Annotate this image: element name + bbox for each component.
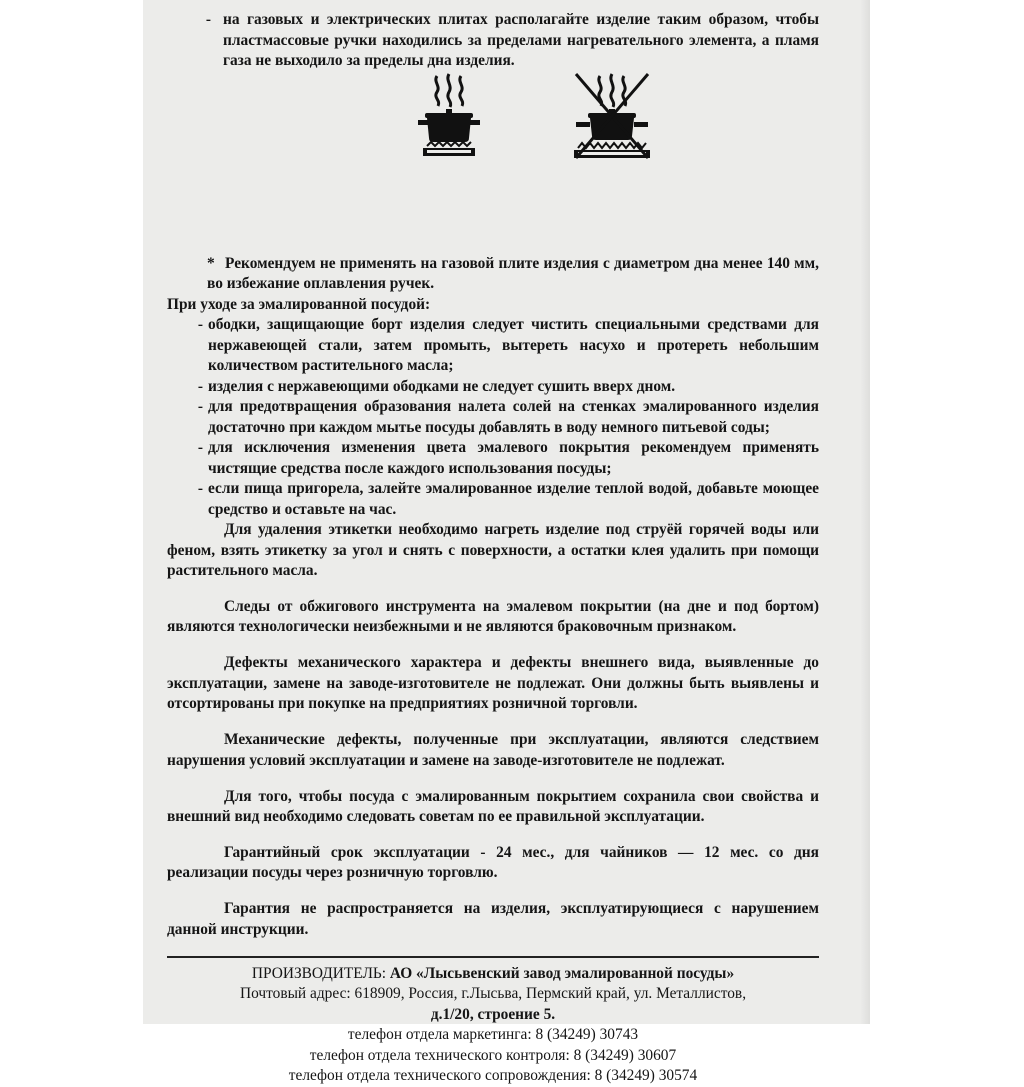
stove-placement-bullet [167,10,819,72]
firing-marks-paragraph: Следы от обжигового инструмента на эмалевом покрытии (на дне и под бортом) являются технологически неизбежными и не являются браковочным признаком. [167,597,819,636]
usage-icons [167,72,819,254]
care-item-text: ободки, защищающие борт изделия следует чистить специальными средствами для нержавеющей стали, затем промыть, вытереть насухо и протереть небольшим количеством растительного масла; [208,316,819,374]
bullet-dash: - [197,377,203,395]
care-item [167,315,819,377]
bullet-dash: - [197,439,203,456]
usage-defects-paragraph: Механические дефекты, полученные при эксплуатации, являются следствием нарушения условий эксплуатации и замене на заводе-изготовителе не подлежат. [167,731,819,769]
note-text: Рекомендуем не применять на газовой плите изделия с диаметром дна менее 140 мм, во избежание оплавления ручек. [207,254,819,292]
instruction-text [167,10,819,1087]
care-item-text: для исключения изменения цвета эмалевого покрытия рекомендуем применять чистящие средства после каждого использования посуды; [208,439,819,477]
care-item [167,479,819,520]
care-item [167,438,819,479]
bullet-dash: - [205,11,211,28]
warranty-term-paragraph: Гарантийный срок эксплуатации - 24 мес., для чайников — 12 мес. со дня реализации посуды через розничную торговлю. [167,843,819,882]
care-item-text: изделия с нержавеющими ободками не следует сушить вверх дном. [208,377,676,395]
postal-address: Почтовый адрес: 618909, Россия, г.Лысьва, Пермский край, ул. Металлистов, [239,985,747,1003]
warranty-exclusion-paragraph: Гарантия не распространяется на изделия, эксплуатирующиеся с нарушением данной инструкции. [167,900,819,938]
bullet-text: на газовых и электрических плитах располагайте изделие таким образом, чтобы пластмассовые ручки находились за пределами нагревательного элемента, а пламя газа не выходило за пределы дна изделия. [223,11,819,69]
bullet-dash: - [197,398,203,415]
care-heading: При уходе за эмалированной посудой: [167,295,431,313]
care-advice-paragraph: Для того, чтобы посуда с эмалированным покрытием сохранила свои свойства и внешний вид необходимо следовать советам по ее правильной эксплуатации. [167,787,819,826]
pre-use-defects-paragraph: Дефекты механического характера и дефекты внешнего вида, выявленные до эксплуатации, замене на заводе-изготовителе не подлежат. Они должны быть выявлены и отсортированы при покупке на предприятиях розничной торговли. [167,654,819,713]
footer-divider [167,956,819,958]
diameter-note [167,254,819,295]
care-item [167,397,819,438]
care-item-text: если пища пригорела, залейте эмалированное изделие теплой водой, добавьте моющее средство и оставьте на час. [208,480,819,518]
postal-address-building: д.1/20, строение 5. [430,1005,556,1023]
producer-line [167,964,819,985]
bullet-dash: - [197,316,203,333]
producer-name: АО «Лысьвенский завод эмалированной посуды» [389,964,735,982]
phone-marketing: телефон отдела маркетинга: 8 (34249) 30743 [347,1026,639,1044]
phone-technical-support: телефон отдела технического сопровождения: 8 (34249) 30574 [288,1067,698,1085]
manufacturer-info [167,964,819,1087]
asterisk: * [207,254,215,272]
crossed-pot-on-stove-icon [572,70,652,162]
label-removal-paragraph: Для удаления этикетки необходимо нагреть изделие под струёй горячей воды или феном, взять этикетку за угол и снять с поверхности, а остатки клея удалить при помощи растительного масла. [167,521,819,579]
producer-label: ПРОИЗВОДИТЕЛЬ: [251,964,390,982]
care-item [167,377,819,398]
care-item-text: для предотвращения образования налета солей на стенках эмалированного изделия достаточно при каждом мытье посуды добавлять в воду немного питьевой соды; [208,398,819,436]
pot-on-stove-icon [417,72,481,160]
phone-quality-control: телефон отдела технического контроля: 8 (34249) 30607 [309,1046,677,1064]
bullet-dash: - [197,480,203,497]
